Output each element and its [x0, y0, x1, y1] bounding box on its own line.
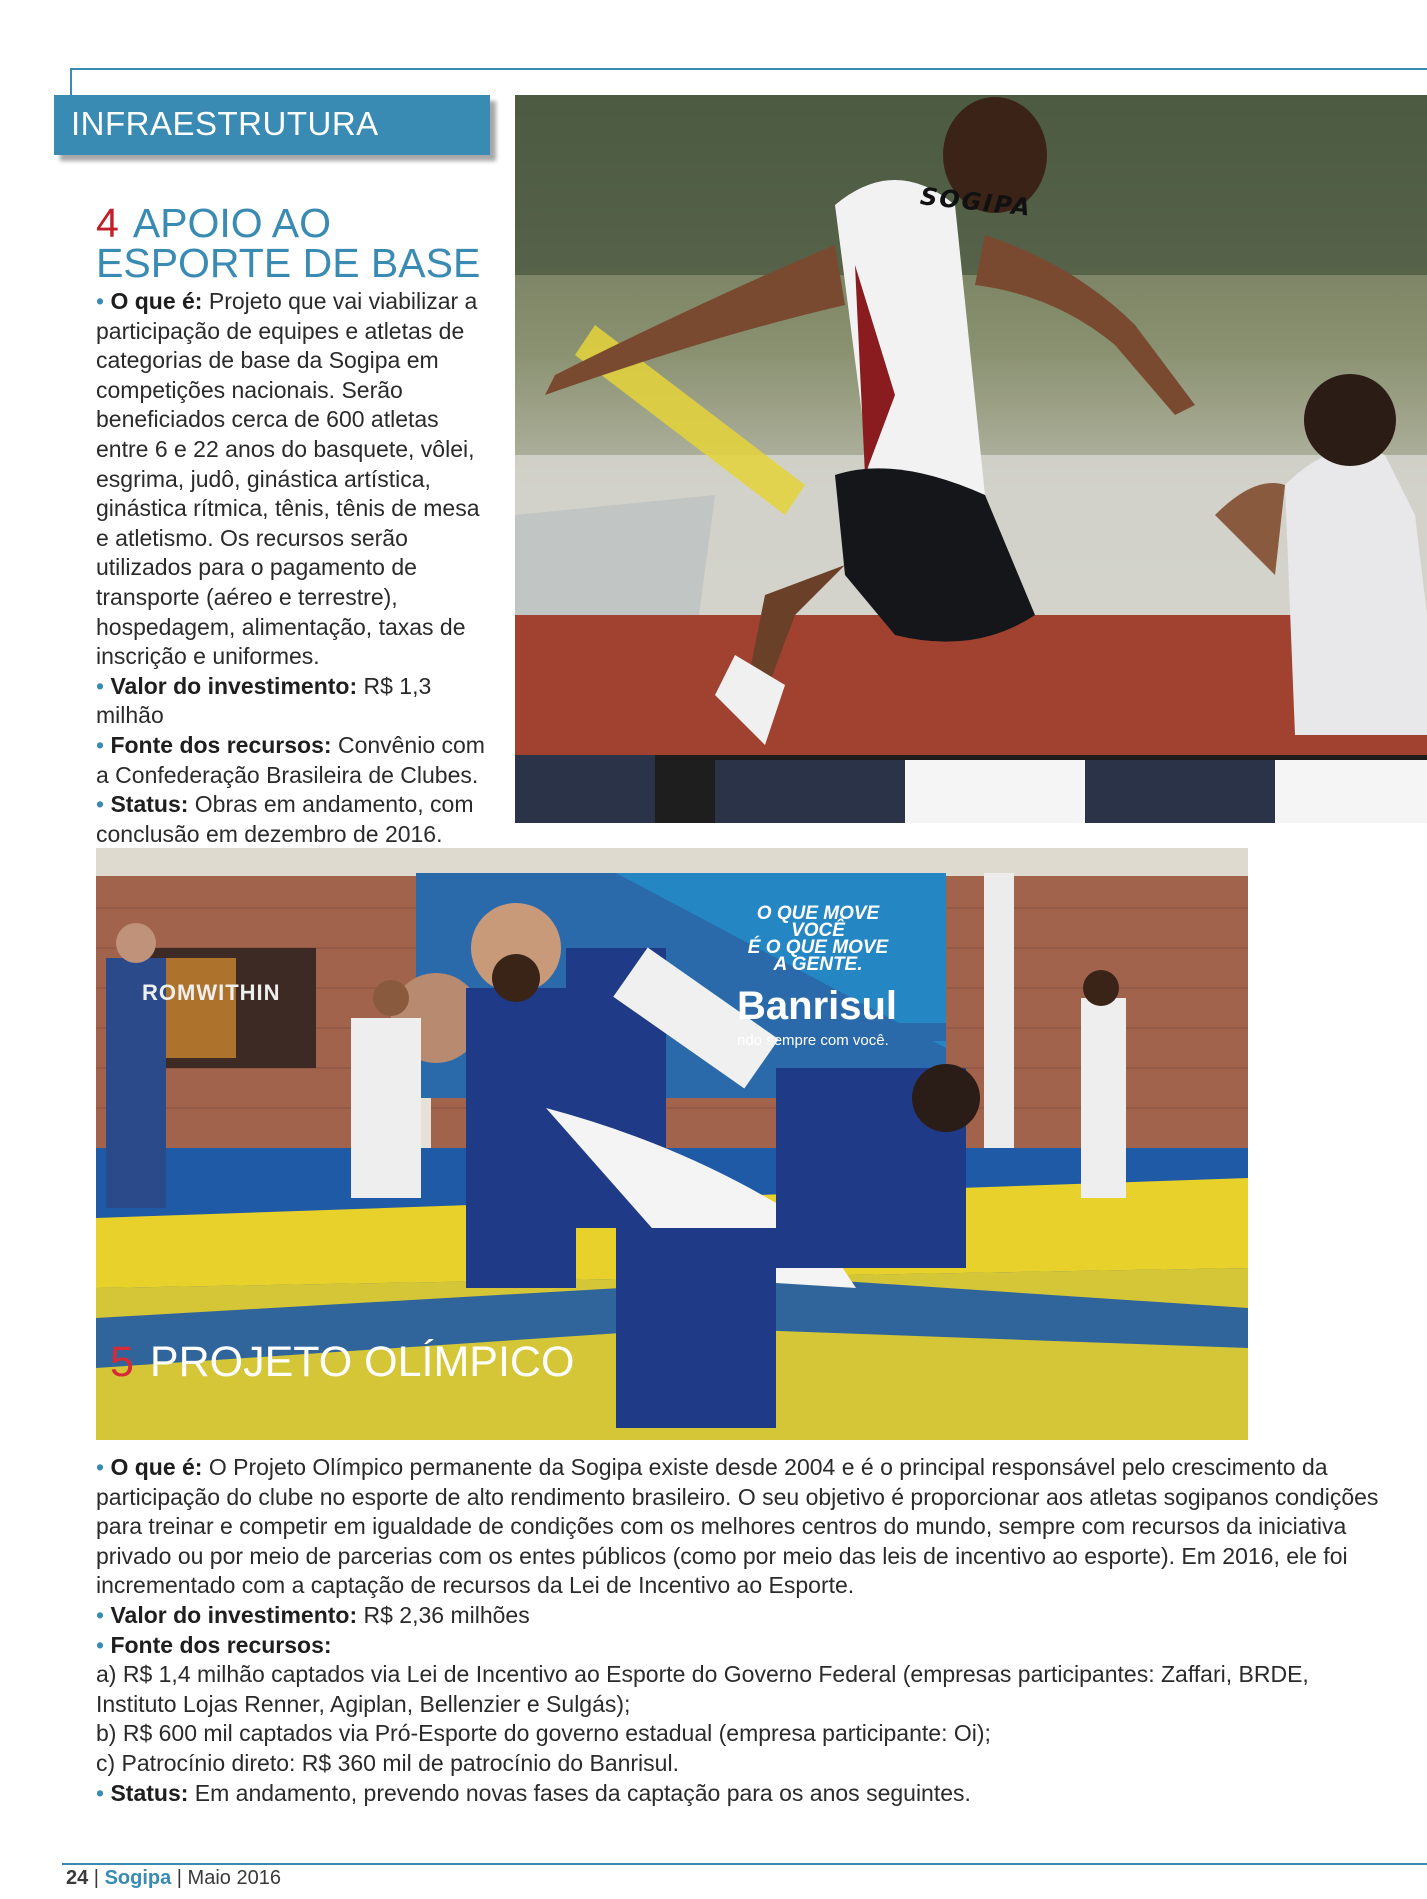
- bullet-icon: •: [96, 672, 111, 699]
- page-footer: [66, 1867, 281, 1890]
- page-number: 24: [66, 1867, 89, 1889]
- hurdler-photo: [515, 95, 1427, 823]
- item5-body: [96, 1453, 1386, 1808]
- item5-source-label: Fonte dos recursos:: [110, 1631, 332, 1658]
- footer-separator: |: [88, 1867, 105, 1889]
- item5-number: 5: [110, 1338, 134, 1386]
- item5-status: [96, 1779, 1386, 1809]
- item4-title-line1: APOIO AO: [132, 200, 332, 246]
- item4-heading: [96, 200, 481, 286]
- item5-source: [96, 1631, 1386, 1661]
- item4-status-text: Obras em andamento, com conclusão em dezembro de 2016.: [96, 791, 474, 847]
- item4-source: [96, 731, 496, 790]
- section-label: INFRAESTRUTURA: [71, 105, 379, 142]
- wall-sign: ROMWITHIN: [142, 980, 281, 1005]
- banner-brand: Banrisul: [737, 984, 898, 1028]
- item5-value-text: R$ 2,36 milhões: [357, 1601, 530, 1628]
- footer-date: Maio 2016: [187, 1867, 281, 1889]
- item4-value-text: R$ 1,3 milhão: [96, 672, 432, 729]
- bullet-icon: •: [96, 288, 111, 314]
- item5-source-b: b) R$ 600 mil captados via Pró-Esporte do governo estadual (empresa participante: Oi);: [96, 1720, 991, 1747]
- bullet-icon: •: [96, 1454, 111, 1480]
- item4-status-label: Status:: [110, 791, 189, 818]
- item4-source-label: Fonte dos recursos:: [110, 731, 332, 758]
- item4-what-text: Projeto que vai viabilizar a participação de equipes e atletas de categorias de base da Sogipa em competições nacionais. Serão beneficiados cerca de 600 atletas entre 6 e 22 anos do basquete, vôlei, esgrima, judô, ginástica artística, ginástica rítmica, tênis, tênis de mesa e atletismo. Os recursos serão utilizados para o pagamento de transporte (aéreo e terrestre), hospedagem, alimentação, taxas de inscrição e uniformes.: [96, 288, 480, 670]
- item4-status: [96, 790, 496, 849]
- top-rule: [70, 68, 1427, 70]
- bullet-icon: •: [96, 791, 111, 818]
- item4-what: [96, 287, 496, 672]
- banner-line4: A GENTE.: [773, 954, 863, 975]
- bullet-icon: •: [96, 1631, 111, 1658]
- item5-source-c: c) Patrocínio direto: R$ 360 mil de patrocínio do Banrisul.: [96, 1749, 679, 1776]
- item5-value: [96, 1601, 1386, 1631]
- item4-source-text: Convênio com a Confederação Brasileira de Clubes.: [96, 731, 485, 788]
- item5-heading: [110, 1338, 574, 1387]
- item4-title-line2: ESPORTE DE BASE: [96, 240, 481, 286]
- item5-status-label: Status:: [110, 1779, 189, 1806]
- item5-status-text: Em andamento, prevendo novas fases da captação para os anos seguintes.: [188, 1779, 971, 1806]
- banner-tagline: ndo sempre com você.: [737, 1032, 889, 1049]
- item4-body: [96, 287, 496, 849]
- section-tab: [54, 95, 490, 155]
- bullet-icon: •: [96, 1601, 111, 1628]
- item4-value: [96, 672, 496, 731]
- item5-source-a: a) R$ 1,4 milhão captados via Lei de Incentivo ao Esporte do Governo Federal (empresas participantes: Zaffari, BRDE, Instituto Lojas Renner, Agiplan, Bellenzier e Sulgás);: [96, 1661, 1309, 1717]
- footer-separator: |: [171, 1867, 188, 1889]
- banner-slogan: [733, 905, 903, 973]
- banner-line3: É O QUE MOVE: [747, 937, 889, 958]
- item5-what: [96, 1453, 1386, 1601]
- bottom-rule: [62, 1863, 1427, 1865]
- item5-what-label: O que é:: [110, 1454, 203, 1480]
- item5-what-text: O Projeto Olímpico permanente da Sogipa existe desde 2004 e é o principal responsável pelo crescimento da participação do clube no esporte de alto rendimento brasileiro. O seu objetivo é proporcionar aos atletas sogipanos condições para treinar e competir em igualdade de condições com os melhores centros do mundo, sempre com recursos da iniciativa privado ou por meio de parcerias com os entes públicos (como por meio das leis de incentivo ao esporte). Em 2016, ele foi incrementado com a captação de recursos da Lei de Incentivo ao Esporte.: [96, 1454, 1379, 1599]
- banner-line2: VOCÊ: [791, 920, 845, 941]
- item4-value-label: Valor do investimento:: [110, 672, 358, 699]
- item5-value-label: Valor do investimento:: [110, 1601, 358, 1628]
- footer-brand: Sogipa: [104, 1867, 172, 1889]
- item5-title: PROJETO OLÍMPICO: [149, 1338, 575, 1386]
- item4-what-label: O que é:: [110, 288, 203, 314]
- jersey-text: SOGIPA: [918, 182, 1034, 222]
- banner-line1: O QUE MOVE: [756, 903, 880, 924]
- top-rule-corner: [70, 68, 72, 98]
- bullet-icon: •: [96, 1779, 111, 1806]
- bullet-icon: •: [96, 731, 111, 758]
- item4-number: 4: [96, 200, 119, 246]
